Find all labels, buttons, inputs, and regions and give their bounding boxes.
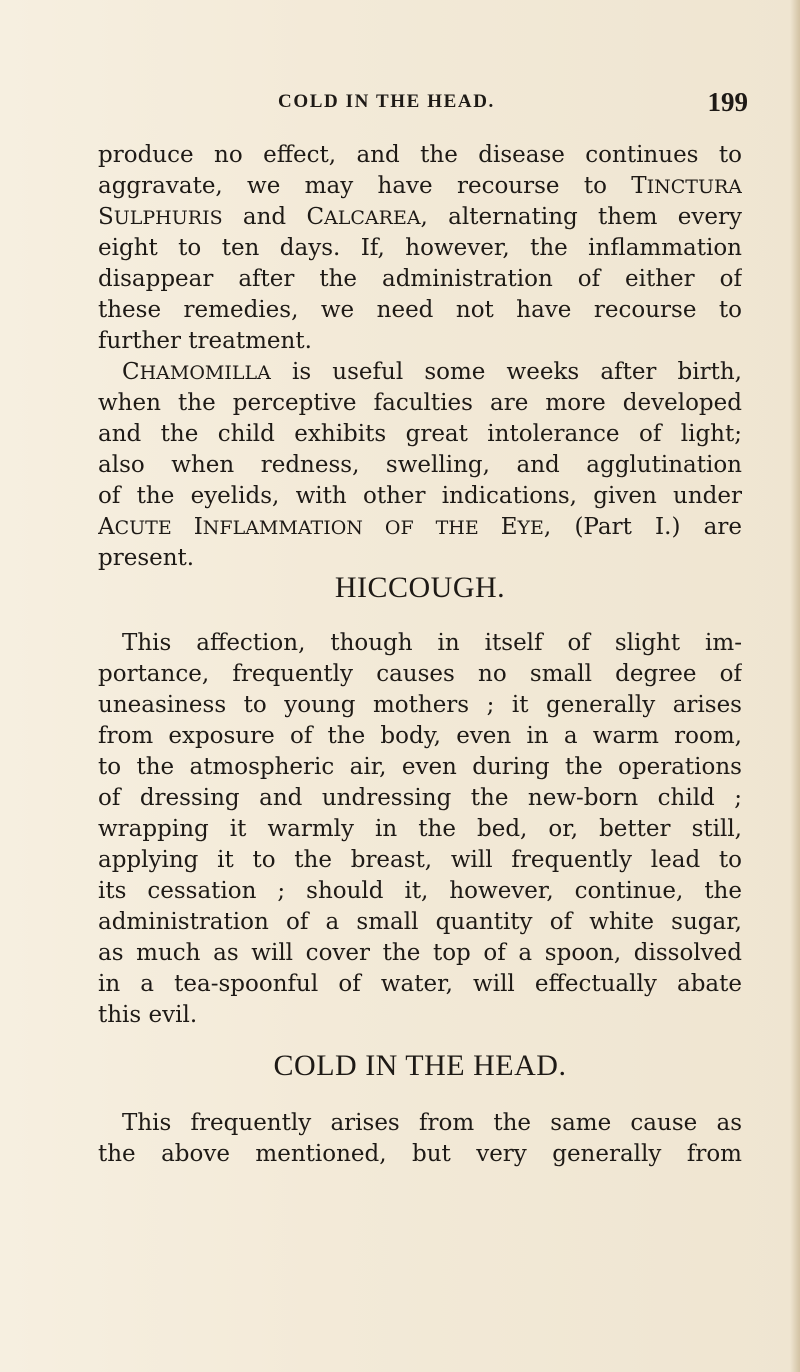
text-line: this evil. <box>98 1002 198 1028</box>
text-span: , (Part I.) are <box>543 514 742 540</box>
text-line: of dressing and undressing the new-born child ; <box>98 785 742 811</box>
term-small-caps: CUTE <box>114 517 194 539</box>
term-small-caps: NFLAMMATION OF THE <box>202 517 501 539</box>
text-line: disappear after the administration of either of <box>98 266 742 292</box>
remedy-name-initial: C <box>122 359 140 385</box>
text-line <box>98 171 742 201</box>
term-initial: A <box>98 514 115 540</box>
page-number: 199 <box>707 87 748 117</box>
remedy-name-small-caps: ULPHURIS <box>113 207 223 229</box>
text-line: its cessation ; should it, however, continue, the <box>98 878 742 904</box>
text-line: also when redness, swelling, and agglutination <box>98 452 742 478</box>
text-line: to the atmospheric air, even during the operations <box>98 754 742 780</box>
text-line: uneasiness to young mothers ; it generally arises <box>98 692 742 718</box>
text-line: when the perceptive faculties are more developed <box>98 390 742 416</box>
text-line: applying it to the breast, will frequently lead to <box>98 847 742 873</box>
text-line: as much as will cover the top of a spoon, dissolved <box>98 940 742 966</box>
text-line: wrapping it warmly in the bed, or, better still, <box>98 816 742 842</box>
text-line: and the child exhibits great intolerance of light; <box>98 421 742 447</box>
remedy-name-small-caps: INCTURA <box>646 176 742 198</box>
term-initial: I <box>193 514 203 540</box>
remedy-name-small-caps: HAMOMILLA <box>139 362 271 384</box>
term-initial: E <box>500 514 518 540</box>
text-span: aggravate, we may have recourse to <box>98 173 632 199</box>
page-edge-shadow <box>790 0 800 1372</box>
section-heading: COLD IN THE HEAD. <box>273 1049 567 1082</box>
running-head-title: COLD IN THE HEAD. <box>278 91 495 112</box>
text-line <box>122 357 742 387</box>
section-heading: HICCOUGH. <box>334 571 506 604</box>
running-head <box>278 86 748 118</box>
text-line: produce no effect, and the disease continues to <box>98 142 742 168</box>
text-line: administration of a small quantity of white sugar, <box>98 909 742 935</box>
text-line: This affection, though in itself of slight im- <box>122 630 742 656</box>
text-line: present. <box>98 545 195 571</box>
text-line <box>98 202 742 232</box>
text-line: these remedies, we need not have recourse to <box>98 297 742 323</box>
remedy-name-initial: S <box>98 204 114 230</box>
text-span: and <box>222 204 307 230</box>
text-line: eight to ten days. If, however, the inflammation <box>98 235 742 261</box>
text-line: of the eyelids, with other indications, given under <box>98 483 742 509</box>
text-line: portance, frequently causes no small degree of <box>98 661 742 687</box>
text-span: , alternating them every <box>420 204 742 230</box>
term-small-caps: YE <box>517 517 544 539</box>
text-line <box>98 512 742 542</box>
text-span: is useful some weeks after birth, <box>270 359 742 385</box>
text-line: from exposure of the body, even in a warm room, <box>98 723 742 749</box>
remedy-name-initial: T <box>631 173 647 199</box>
text-line: in a tea-spoonful of water, will effectually abate <box>98 971 742 997</box>
text-line: further treatment. <box>98 328 312 354</box>
text-line: the above mentioned, but very generally from <box>98 1141 742 1167</box>
text-line: This frequently arises from the same cause as <box>122 1110 742 1136</box>
remedy-name-initial: C <box>306 204 325 230</box>
remedy-name-small-caps: ALCAREA <box>324 207 421 229</box>
